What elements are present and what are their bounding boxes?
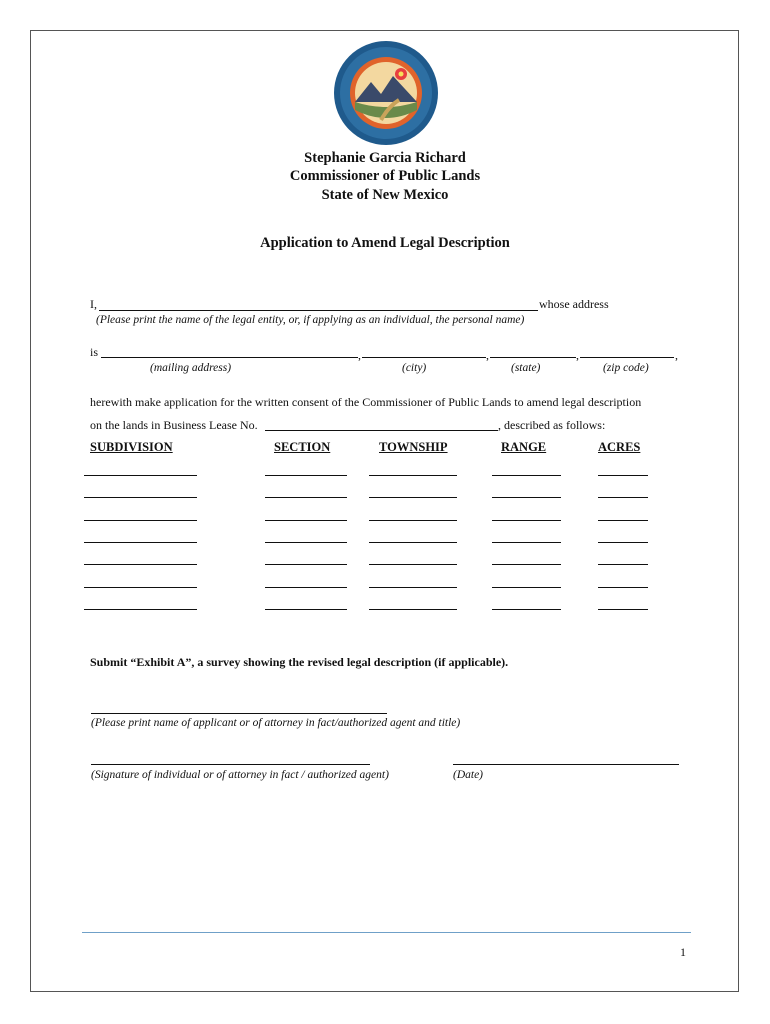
acres-entry-field[interactable] xyxy=(598,609,648,610)
address-comma-4: , xyxy=(675,348,678,362)
section-entry-field[interactable] xyxy=(265,542,347,543)
state-hint: (state) xyxy=(511,362,541,374)
range-entry-field[interactable] xyxy=(492,520,561,521)
applicant-name-field[interactable] xyxy=(99,310,538,311)
township-entry-field[interactable] xyxy=(369,475,457,476)
acres-entry-field[interactable] xyxy=(598,475,648,476)
township-entry-field[interactable] xyxy=(369,587,457,588)
acres-entry-field[interactable] xyxy=(598,520,648,521)
township-entry-field[interactable] xyxy=(369,542,457,543)
acres-entry-field[interactable] xyxy=(598,542,648,543)
application-statement: herewith make application for the written consent of the Commissioner of Public Lands to amend legal description xyxy=(90,395,642,409)
mailing-address-hint: (mailing address) xyxy=(150,362,232,374)
column-acres: ACRES xyxy=(598,440,641,454)
subdivision-entry-field[interactable] xyxy=(84,475,197,476)
column-section: SECTION xyxy=(274,440,331,454)
footer-rule xyxy=(82,932,691,933)
address-comma-1: , xyxy=(358,348,361,362)
exhibit-a-note: Submit “Exhibit A”, a survey showing the revised legal description (if applicable). xyxy=(90,655,509,669)
township-entry-field[interactable] xyxy=(369,520,457,521)
city-hint: (city) xyxy=(402,362,427,374)
date-hint: (Date) xyxy=(453,769,484,781)
acres-entry-field[interactable] xyxy=(598,497,648,498)
applicant-prefix: I, xyxy=(90,297,97,311)
commissioner-office: Commissioner of Public Lands xyxy=(289,168,481,184)
range-entry-field[interactable] xyxy=(492,475,561,476)
subdivision-entry-field[interactable] xyxy=(84,497,197,498)
mailing-address-field[interactable] xyxy=(101,357,358,358)
subdivision-entry-field[interactable] xyxy=(84,587,197,588)
township-entry-field[interactable] xyxy=(369,497,457,498)
commissioner-name: Stephanie Garcia Richard xyxy=(304,150,466,166)
business-lease-suffix: , described as follows: xyxy=(498,418,606,432)
section-entry-field[interactable] xyxy=(265,587,347,588)
subdivision-entry-field[interactable] xyxy=(84,520,197,521)
address-comma-2: , xyxy=(486,348,489,362)
section-entry-field[interactable] xyxy=(265,475,347,476)
applicant-name-title-field[interactable] xyxy=(91,713,387,714)
column-subdivision: SUBDIVISION xyxy=(90,440,173,454)
section-entry-field[interactable] xyxy=(265,564,347,565)
date-field[interactable] xyxy=(453,764,679,765)
applicant-name-title-hint: (Please print name of applicant or of attorney in fact/authorized agent and title) xyxy=(91,717,461,729)
state-name: State of New Mexico xyxy=(321,187,449,203)
acres-entry-field[interactable] xyxy=(598,587,648,588)
section-entry-field[interactable] xyxy=(265,497,347,498)
column-township: TOWNSHIP xyxy=(379,440,448,454)
signature-hint: (Signature of individual or of attorney in fact / authorized agent) xyxy=(91,769,389,781)
range-entry-field[interactable] xyxy=(492,497,561,498)
address-comma-3: , xyxy=(576,348,579,362)
business-lease-number-field[interactable] xyxy=(265,430,498,431)
city-field[interactable] xyxy=(362,357,486,358)
applicant-hint: (Please print the name of the legal entity, or, if applying as an individual, the personal name) xyxy=(96,314,525,326)
zip-field[interactable] xyxy=(580,357,674,358)
range-entry-field[interactable] xyxy=(492,564,561,565)
page-number: 1 xyxy=(680,945,686,959)
applicant-suffix: whose address xyxy=(539,297,609,311)
township-entry-field[interactable] xyxy=(369,564,457,565)
subdivision-entry-field[interactable] xyxy=(84,542,197,543)
section-entry-field[interactable] xyxy=(265,609,347,610)
address-prefix: is xyxy=(90,345,99,359)
subdivision-entry-field[interactable] xyxy=(84,564,197,565)
seal-graphic xyxy=(333,40,439,146)
state-field[interactable] xyxy=(490,357,576,358)
range-entry-field[interactable] xyxy=(492,542,561,543)
range-entry-field[interactable] xyxy=(492,609,561,610)
column-range: RANGE xyxy=(501,440,547,454)
range-entry-field[interactable] xyxy=(492,587,561,588)
state-land-office-seal xyxy=(333,40,439,146)
form-title: Application to Amend Legal Description xyxy=(260,235,510,251)
section-entry-field[interactable] xyxy=(265,520,347,521)
township-entry-field[interactable] xyxy=(369,609,457,610)
business-lease-prefix: on the lands in Business Lease No. xyxy=(90,418,258,432)
subdivision-entry-field[interactable] xyxy=(84,609,197,610)
signature-field[interactable] xyxy=(91,764,370,765)
zip-hint: (zip code) xyxy=(603,362,649,374)
acres-entry-field[interactable] xyxy=(598,564,648,565)
